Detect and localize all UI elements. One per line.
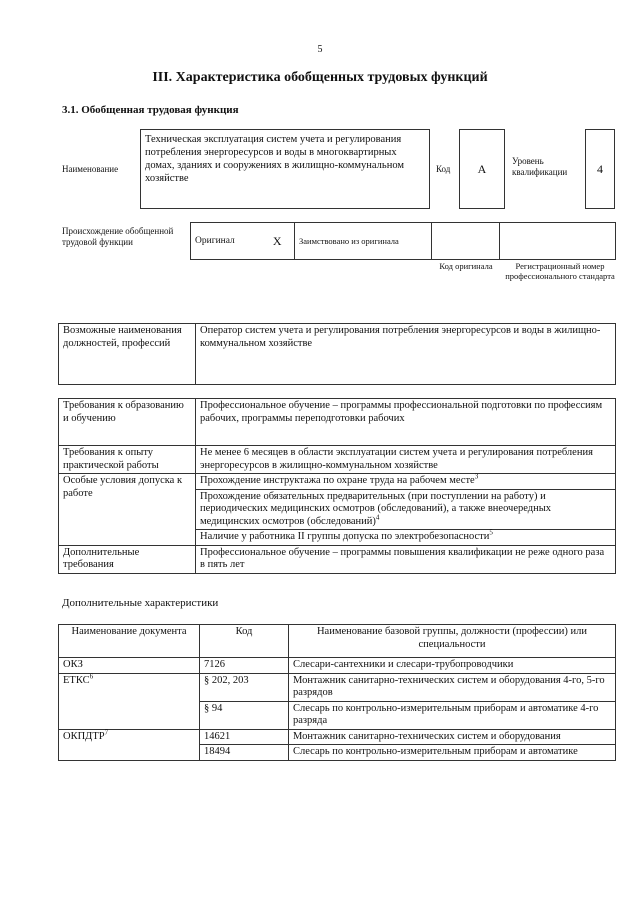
origin-reg-cell: [499, 223, 615, 260]
okpdtr-label: ОКПДТР: [63, 730, 105, 742]
extra-title: Дополнительные характеристики: [62, 597, 219, 609]
special-item-3-text: Наличие у работника II группы допуска по электробезопасности: [200, 531, 490, 542]
section-title: III. Характеристика обобщенных трудовых функций: [152, 70, 488, 85]
col-doc-header: Наименование документа: [59, 625, 200, 658]
page-number: 5: [317, 44, 323, 55]
additional-label: Дополнительные требования: [59, 545, 196, 573]
special-item-3: [196, 530, 616, 546]
original-label: Оригинал: [191, 223, 261, 260]
additional-value: Профессиональное обучение – программы повышения квалификации не реже одного раза в пять лет: [196, 545, 616, 573]
okz-name: Слесари-сантехники и слесари-трубопроводчики: [289, 658, 616, 674]
name-label: Наименование: [62, 164, 119, 174]
original-mark: X: [260, 223, 294, 260]
origin-label: Происхождение обобщенной трудовой функции: [62, 226, 174, 247]
special-item-1: [196, 474, 616, 490]
positions-label: Возможные наименования должностей, профессий: [59, 324, 196, 385]
positions-value: Оператор систем учета и регулирования потребления энергоресурсов и воды в жилищно-коммунальном хозяйстве: [196, 324, 616, 385]
requirements-table: [58, 398, 616, 574]
footnote-ref: 6: [89, 672, 94, 680]
okz-label: ОКЗ: [59, 658, 200, 674]
okpdtr-code-2: 18494: [200, 745, 289, 761]
positions-table: [58, 323, 616, 385]
special-item-1-text: Прохождение инструктажа по охране труда на рабочем месте: [200, 475, 475, 486]
etks-name-1: Монтажник санитарно-технических систем и оборудования 4-го, 5-го разрядов: [289, 673, 616, 701]
origin-table: [190, 222, 616, 260]
etks-code-1: § 202, 203: [200, 673, 289, 701]
okz-code: 7126: [200, 658, 289, 674]
footnote-ref: 3: [474, 472, 479, 481]
education-label: Требования к образованию и обучению: [59, 399, 196, 446]
etks-label: ЕТКС: [63, 674, 90, 686]
etks-cell: [59, 673, 200, 729]
level-value: 4: [585, 129, 615, 209]
origin-reg-caption: Регистрационный номер профессионального стандарта: [505, 261, 615, 281]
okpdtr-name-2: Слесарь по контрольно-измерительным приборам и автоматике: [289, 745, 616, 761]
footnote-ref: 7: [104, 728, 109, 736]
special-label: Особые условия допуска к работе: [59, 474, 196, 546]
origin-code-cell: [432, 223, 500, 260]
footnote-ref: 5: [489, 528, 493, 537]
education-value: Профессиональное обучение – программы профессиональной подготовки по профессиям рабочих, программы переподготовки рабочих: [196, 399, 616, 446]
subsection-title: 3.1. Обобщенная трудовая функция: [62, 104, 239, 116]
experience-label: Требования к опыту практической работы: [59, 446, 196, 474]
code-label: Код: [436, 164, 451, 174]
code-value: A: [459, 129, 505, 209]
extra-table: [58, 624, 616, 761]
borrowed-label: Заимствовано из оригинала: [295, 223, 432, 260]
okpdtr-cell: [59, 729, 200, 760]
col-name-header: Наименование базовой группы, должности (профессии) или специальности: [289, 625, 616, 658]
function-name: Техническая эксплуатация систем учета и регулирования потребления энергоресурсов и воды в многоквартирных домах, зданиях и сооружениях в жилищно-коммунальном хозяйстве: [140, 129, 430, 209]
okpdtr-name-1: Монтажник санитарно-технических систем и оборудования: [289, 729, 616, 745]
level-label: Уровень квалификации: [512, 156, 568, 177]
col-code-header: Код: [200, 625, 289, 658]
origin-code-caption: Код оригинала: [439, 261, 493, 271]
special-item-2-text: Прохождение обязательных предварительных (при поступлении на работу) и периодических медицинских осмотров (обследований), а также внеочередных медицинских осмотров (обследований): [200, 490, 552, 527]
footnote-ref: 4: [375, 513, 380, 521]
etks-name-2: Слесарь по контрольно-измерительным приборам и автоматике 4-го разряда: [289, 701, 616, 729]
okpdtr-code-1: 14621: [200, 729, 289, 745]
special-item-2: [196, 489, 616, 530]
etks-code-2: § 94: [200, 701, 289, 729]
experience-value: Не менее 6 месяцев в области эксплуатации систем учета и регулирования потребления энергоресурсов в жилищно-коммунальном хозяйстве: [196, 446, 616, 474]
